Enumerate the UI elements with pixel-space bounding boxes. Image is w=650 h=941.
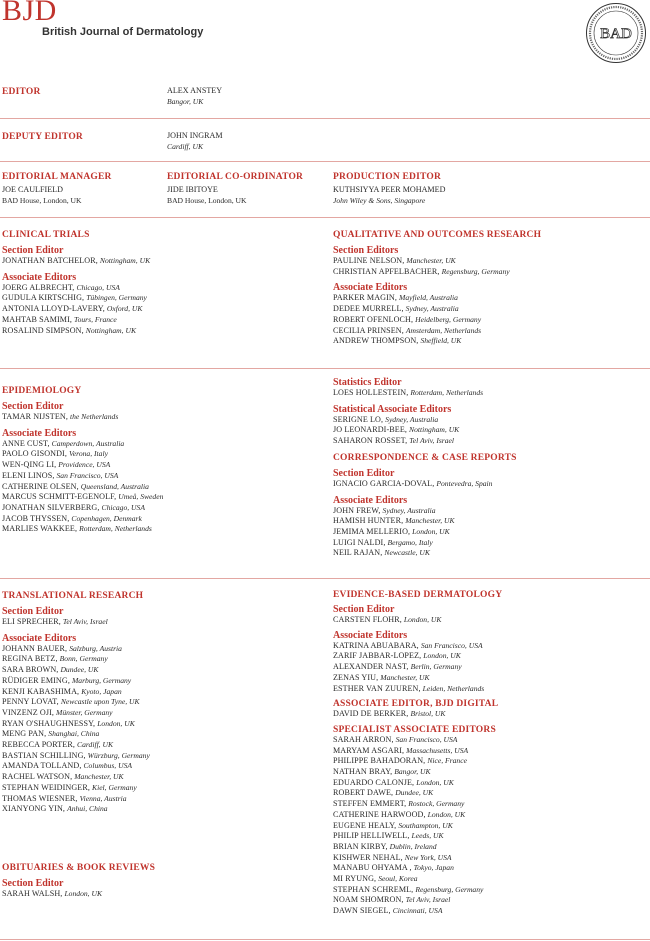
- editor-affiliation: Sheffield, UK: [420, 336, 462, 346]
- editor-affiliation: Chicago, USA: [101, 502, 145, 512]
- editor-name: CATHERINE HARWOOD,: [333, 809, 426, 819]
- editor-name: JOERG ALBRECHT,: [2, 282, 75, 292]
- editor-affiliation: Pontevedra, Spain: [436, 478, 493, 488]
- editor-name: ANDREW THOMPSON,: [333, 336, 419, 346]
- editor-name: ALEXANDER NAST,: [333, 662, 409, 672]
- editor-entry: [333, 326, 541, 337]
- evidence-heading: EVIDENCE-BASED DERMATOLOGY: [333, 590, 503, 600]
- editor-entry: [2, 708, 150, 719]
- editorial-coordinator-name: JIDE IBITOYE: [167, 185, 218, 194]
- editor-entry: [2, 751, 150, 762]
- editor-name: JONATHAN SILVERBERG,: [2, 502, 100, 512]
- editor-entry: [333, 767, 502, 778]
- editor-affiliation: San Francisco, USA: [395, 734, 458, 744]
- editor-affiliation: Oxford, UK: [106, 304, 143, 314]
- editor-affiliation: Dundee, UK: [60, 665, 99, 675]
- editor-name: ZENAS YIU,: [333, 672, 379, 682]
- editor-entry: [333, 863, 502, 874]
- editor-entry: [2, 687, 150, 698]
- editor-entry: [333, 256, 541, 267]
- editor-name: CHRISTIAN APFELBACHER,: [333, 266, 440, 276]
- editor-affiliation: Tübingen, Germany: [86, 293, 147, 303]
- editor-affiliation: Münster, Germany: [56, 707, 113, 717]
- editor-name: CECILIA PRINSEN,: [333, 325, 404, 335]
- editor-affiliation: Rostock, Germany: [408, 799, 465, 809]
- editor-entry: [333, 548, 517, 559]
- editor-affiliation: London, UK: [403, 615, 442, 624]
- editor-name: LUIGI NALDI,: [333, 537, 386, 547]
- editor-affiliation: Dublin, Ireland: [389, 841, 437, 851]
- editor-affiliation: Sydney, Australia: [385, 414, 439, 424]
- production-editor-heading: PRODUCTION EDITOR: [333, 172, 442, 182]
- editor-entry: [333, 756, 502, 767]
- editor-entry: [2, 524, 163, 535]
- editorial-manager-heading: EDITORIAL MANAGER: [2, 172, 112, 182]
- editor-name: ALEX ANSTEY: [167, 86, 223, 95]
- editor-entry: [2, 412, 163, 423]
- editor-entry: [333, 506, 517, 517]
- editor-name: ELENI LINOS,: [2, 470, 55, 480]
- editor-entry: [333, 895, 502, 906]
- editor-affiliation: Berlin, Germany: [410, 662, 462, 672]
- editor-entry: [333, 831, 502, 842]
- editor-affiliation: Copenhagen, Denmark: [71, 513, 142, 523]
- divider: [0, 161, 650, 162]
- deputy-editor-affiliation: Cardiff, UK: [167, 141, 204, 151]
- epidemiology-section: [2, 386, 163, 535]
- editor-entry: [333, 615, 502, 626]
- editor-affiliation: Vienna, Austria: [79, 793, 127, 803]
- editor-affiliation: Bergamo, Italy: [387, 537, 433, 547]
- editor-entry: [333, 810, 502, 821]
- editor-entry: [2, 471, 163, 482]
- editor-entry: [2, 503, 163, 514]
- editor-affiliation: Nottingham, UK: [85, 325, 137, 335]
- editor-name: AMANDA TOLLAND,: [2, 761, 82, 771]
- editor-affiliation: Heidelberg, Germany: [415, 314, 482, 324]
- editor-name: EDUARDO CALONJE,: [333, 777, 415, 787]
- editor-affiliation: Regensburg, Germany: [441, 266, 510, 276]
- divider: [0, 118, 650, 119]
- clinical-trials-heading: CLINICAL TRIALS: [2, 230, 90, 240]
- editor-entry: [2, 729, 150, 740]
- editor-affiliation: Dundee, UK: [395, 788, 434, 798]
- editor-affiliation: San Francisco, USA: [56, 470, 119, 480]
- editor-name: ELI SPRECHER,: [2, 617, 61, 626]
- editor-entry: [333, 778, 502, 789]
- associate-editors-label: Associate Editors: [333, 494, 408, 506]
- editor-name: EUGENE HEALY,: [333, 820, 397, 830]
- section-editors-label: Section Editors: [333, 245, 399, 256]
- editor-entry: [333, 293, 541, 304]
- editor-affiliation: Massachusetts, USA: [406, 745, 469, 755]
- editor-name: ROBERT OFENLOCH,: [333, 314, 414, 324]
- divider: [0, 217, 650, 218]
- editor-entry: [333, 788, 502, 799]
- editor-entry: [333, 425, 517, 436]
- editor-entry: [2, 772, 150, 783]
- editor-heading: EDITOR: [2, 87, 41, 97]
- editor-entry: [333, 874, 502, 885]
- translational-heading: TRANSLATIONAL RESEARCH: [2, 591, 144, 601]
- editor-entry: [333, 842, 502, 853]
- editor-name: DAVID DE BERKER,: [333, 709, 409, 719]
- editor-name: PENNY LOVAT,: [2, 697, 59, 707]
- editor-name: TAMAR NIJSTEN,: [2, 412, 68, 421]
- editor-name: DEDEE MURRELL,: [333, 304, 404, 314]
- divider: [0, 578, 650, 579]
- editor-affiliation: London, UK: [64, 889, 103, 898]
- editor-entry: [2, 761, 150, 772]
- clinical-trials-section: [2, 230, 150, 336]
- editor-name: PHILIP HELLIWELL,: [333, 831, 410, 841]
- specialist-heading: SPECIALIST ASSOCIATE EDITORS: [333, 724, 496, 735]
- editor-entry: [2, 740, 150, 751]
- editor-affiliation: Verona, Italy: [69, 449, 108, 459]
- editor-affiliation: Bangor, UK: [394, 767, 431, 777]
- editor-name: DAWN SIEGEL,: [333, 906, 391, 916]
- editor-entry: [2, 654, 150, 665]
- editor-name: KATRINA ABUABARA,: [333, 640, 419, 650]
- editor-entry: [333, 651, 502, 662]
- editor-name: JACOB THYSSEN,: [2, 513, 70, 523]
- editorial-manager-name: JOE CAULFIELD: [2, 185, 63, 194]
- editor-name: CARSTEN FLOHR,: [333, 615, 402, 624]
- editor-name: STEPHAN WEIDINGER,: [2, 782, 90, 792]
- editor-entry: [2, 256, 150, 267]
- editor-name: MARLIES WAKKEE,: [2, 524, 78, 534]
- svg-text:BAD: BAD: [600, 26, 632, 42]
- editor-affiliation: Regensburg, Germany: [415, 884, 484, 894]
- editor-entry: [333, 799, 502, 810]
- editor-name: ROSALIND SIMPSON,: [2, 325, 84, 335]
- editor-name: JOHANN BAUER,: [2, 643, 68, 653]
- editor-affiliation: Rotterdam, Netherlands: [410, 388, 484, 397]
- editor-entry: [2, 315, 150, 326]
- associate-editors-label: Associate Editors: [2, 271, 77, 283]
- editor-entry: [333, 516, 517, 527]
- journal-name: British Journal of Dermatology: [42, 26, 204, 38]
- editor-affiliation: London, UK: [423, 651, 461, 661]
- editor-affiliation: Cincinnati, USA: [392, 906, 443, 916]
- obituaries-heading: OBITUARIES & BOOK REVIEWS: [2, 863, 156, 873]
- editor-entry: [333, 662, 502, 673]
- production-editor-block: [333, 172, 445, 206]
- editor-entry: [2, 482, 163, 493]
- editor-entry: [2, 804, 150, 815]
- editor-entry: [2, 676, 150, 687]
- editor-name: NOAM SHOMRON,: [333, 895, 404, 905]
- section-editor-label: Section Editor: [333, 467, 395, 479]
- editor-entry: [333, 304, 541, 315]
- editor-entry: [333, 735, 502, 746]
- editor-affiliation: Tel Aviv, Israel: [405, 895, 451, 905]
- editor-affiliation: Salzburg, Austria: [69, 643, 122, 653]
- editor-affiliation: New York, USA: [404, 852, 452, 862]
- editor-name: PARKER MAGIN,: [333, 293, 397, 303]
- section-editor-label: Section Editor: [333, 604, 395, 615]
- epidemiology-heading: EPIDEMIOLOGY: [2, 386, 82, 396]
- editor-name: LOES HOLLESTEIN,: [333, 388, 409, 397]
- editor-entry: [333, 527, 517, 538]
- editor-name: RACHEL WATSON,: [2, 772, 73, 782]
- associate-editors-label: Associate Editors: [2, 427, 77, 439]
- associate-editors-label: Associate Editors: [333, 629, 408, 641]
- editor-affiliation: Nottingham, UK: [409, 425, 460, 435]
- editor-affiliation: Nottingham, UK: [99, 256, 151, 265]
- editor-entry: [333, 746, 502, 757]
- editor-entry: [2, 514, 163, 525]
- editor-name: RÜDIGER EMING,: [2, 675, 70, 685]
- editor-name: XIANYONG YIN,: [2, 804, 66, 814]
- editor-affiliation: Sydney, Australia: [405, 304, 459, 314]
- editor-entry: [2, 889, 155, 900]
- editor-entry: [2, 492, 163, 503]
- editor-entry: [333, 821, 502, 832]
- journal-logo: [2, 0, 204, 38]
- editor-name: MANABU OHYAMA ,: [333, 863, 412, 873]
- editor-affiliation: Tours, France: [74, 314, 117, 324]
- editor-name: KENJI KABASHIMA,: [2, 686, 80, 696]
- editor-entry: [333, 885, 502, 896]
- editor-entry: [2, 794, 150, 805]
- editor-name: WEN-QING LI,: [2, 460, 57, 470]
- statistics-editor-label: Statistics Editor: [333, 377, 402, 388]
- evidence-section: [333, 590, 502, 917]
- editor-entry: [333, 388, 517, 399]
- editor-name: GUDULA KIRTSCHIG,: [2, 293, 85, 303]
- editor-affiliation: Camperdown, Australia: [51, 438, 125, 448]
- editor-name: MARYAM ASGARI,: [333, 745, 405, 755]
- editor-entry: [2, 697, 150, 708]
- editor-affiliation: Manchester, UK: [380, 672, 430, 682]
- editor-name: MAHTAB SAMIMI,: [2, 314, 73, 324]
- editor-affiliation: Queensland, Australia: [80, 481, 149, 491]
- editor-affiliation: Tel Aviv, Israel: [409, 436, 455, 446]
- editor-entry: [333, 709, 502, 720]
- editor-name: MI RYUNG,: [333, 874, 377, 884]
- editor-affiliation: Rotterdam, Netherlands: [79, 524, 152, 534]
- editor-affiliation: Marburg, Germany: [71, 675, 132, 685]
- editor-affiliation: Kyoto, Japan: [81, 686, 122, 696]
- editor-entry: [2, 293, 150, 304]
- editor-entry: [2, 719, 150, 730]
- editor-affiliation: the Netherlands: [69, 412, 119, 421]
- editor-affiliation: San Francisco, USA: [420, 640, 483, 650]
- editor-name: VINZENZ OJI,: [2, 707, 54, 717]
- editor-affiliation: London, UK: [427, 809, 466, 819]
- editor-affiliation: Umeå, Sweden: [118, 492, 164, 502]
- editor-entry: [2, 783, 150, 794]
- editor-entry: [333, 538, 517, 549]
- section-editor-label: Section Editor: [2, 245, 64, 256]
- digital-heading: ASSOCIATE EDITOR, BJD DIGITAL: [333, 699, 499, 710]
- section-editor-label: Section Editor: [2, 401, 64, 412]
- editor-affiliation: Manchester, UK: [406, 256, 456, 265]
- editor-affiliation: Manchester, UK: [405, 516, 455, 526]
- editor-name: SARAH ARRON,: [333, 734, 394, 744]
- editor-name: REBECCA PORTER,: [2, 740, 75, 750]
- production-editor-name: KUTHSIYYA PEER MOHAMED: [333, 185, 446, 194]
- editor-entry: [2, 449, 163, 460]
- editor-name: ESTHER VAN ZUUREN,: [333, 683, 421, 693]
- deputy-editor-heading: DEPUTY EDITOR: [2, 132, 83, 142]
- editor-name: REGINA BETZ,: [2, 654, 58, 664]
- editor-name: ANTONIA LLOYD-LAVERY,: [2, 304, 105, 314]
- divider: [0, 939, 650, 940]
- editor-name: PHILIPPE BAHADORAN,: [333, 756, 426, 766]
- editor-affiliation: Manchester, UK: [74, 772, 124, 782]
- editor-affiliation: London, UK: [97, 718, 135, 728]
- editor-block: [167, 86, 222, 107]
- editor-entry: [2, 283, 150, 294]
- statistics-section: [333, 375, 517, 559]
- editor-name: STEPHAN SCHREML,: [333, 884, 414, 894]
- editor-name: ZARIF JABBAR-LOPEZ,: [333, 651, 422, 661]
- editor-affiliation: Bristol, UK: [410, 709, 446, 719]
- editor-affiliation: Nice, France: [427, 756, 467, 766]
- obituaries-section: [2, 863, 155, 900]
- editor-name: PAULINE NELSON,: [333, 256, 405, 265]
- editor-affiliation: London, UK: [412, 526, 450, 536]
- editor-entry: [2, 304, 150, 315]
- editorial-coordinator-heading: EDITORIAL CO-ORDINATOR: [167, 172, 304, 182]
- editor-name: PAOLO GISONDI,: [2, 449, 67, 459]
- editor-name: JOHN FREW,: [333, 505, 381, 515]
- editor-affiliation: Seoul, Korea: [378, 874, 418, 884]
- editor-name: JO LEONARDI-BEE,: [333, 425, 407, 435]
- editor-entry: [2, 644, 150, 655]
- editor-entry: [333, 684, 502, 695]
- editor-entry: [333, 479, 517, 490]
- qualitative-heading: QUALITATIVE AND OUTCOMES RESEARCH: [333, 230, 542, 240]
- editor-name: JONATHAN BATCHELOR,: [2, 256, 98, 265]
- production-editor-affiliation: John Wiley & Sons, Singapore: [333, 195, 426, 205]
- editorial-coordinator-block: [167, 172, 303, 206]
- editor-affiliation: Cardiff, UK: [77, 740, 114, 750]
- editor-affiliation: Anhui, China: [67, 804, 108, 814]
- editor-affiliation: Leiden, Netherlands: [422, 683, 485, 693]
- editor-name: SARA BROWN,: [2, 665, 59, 675]
- editor-affiliation: Newcastle, UK: [384, 548, 430, 558]
- editor-entry: [333, 336, 541, 347]
- editor-entry: [2, 617, 150, 628]
- editor-entry: [333, 415, 517, 426]
- editor-name: IGNACIO GARCIA-DOVAL,: [333, 478, 435, 488]
- editor-affiliation: Southampton, UK: [398, 820, 453, 830]
- editor-entry: [2, 460, 163, 471]
- editor-name: NEIL RAJAN,: [333, 548, 383, 558]
- editor-entry: [333, 673, 502, 684]
- editor-affiliation: Shanghai, China: [48, 729, 100, 739]
- associate-editors-label: Associate Editors: [333, 282, 408, 294]
- editor-affiliation: Tel Aviv, Israel: [62, 617, 108, 626]
- associate-editors-label: Associate Editors: [2, 632, 77, 644]
- editor-name: RYAN O'SHAUGHNESSY,: [2, 718, 96, 728]
- deputy-editor-name: JOHN INGRAM: [167, 131, 223, 140]
- editor-name: HAMISH HUNTER,: [333, 516, 404, 526]
- editor-entry: [2, 665, 150, 676]
- section-editor-label: Section Editor: [2, 606, 64, 617]
- editorial-manager-block: [2, 172, 112, 206]
- bad-seal-icon: [585, 2, 647, 64]
- editor-name: BRIAN KIRBY,: [333, 841, 388, 851]
- editor-entry: [2, 439, 163, 450]
- section-editor-label: Section Editor: [2, 878, 64, 889]
- editor-name: JEMIMA MELLERIO,: [333, 526, 411, 536]
- editor-affiliation: Amsterdam, Netherlands: [405, 325, 482, 335]
- editor-entry: [333, 267, 541, 278]
- deputy-editor-block: [167, 131, 223, 152]
- statistical-associate-label: Statistical Associate Editors: [333, 403, 452, 415]
- editor-name: SAHARON ROSSET,: [333, 436, 408, 446]
- editor-entry: [333, 853, 502, 864]
- editor-affiliation: Tokyo, Japan: [413, 863, 454, 873]
- editor-name: SERIGNE LO,: [333, 414, 384, 424]
- editor-affiliation: Chicago, USA: [76, 282, 120, 292]
- editor-name: KISHWER NEHAL,: [333, 852, 403, 862]
- editor-affiliation: Sydney, Australia: [382, 505, 436, 515]
- divider: [0, 368, 650, 369]
- editor-affiliation: Bangor, UK: [167, 96, 204, 106]
- editor-entry: [333, 436, 517, 447]
- editor-name: MARCUS SCHMITT-EGENOLF,: [2, 492, 117, 502]
- editor-entry: [2, 326, 150, 337]
- editor-entry: [333, 315, 541, 326]
- editorial-manager-affiliation: BAD House, London, UK: [2, 195, 82, 205]
- editor-name: MENG PAN,: [2, 729, 47, 739]
- editor-affiliation: Kiel, Germany: [92, 782, 137, 792]
- editor-name: STEFFEN EMMERT,: [333, 799, 407, 809]
- editor-name: BASTIAN SCHILLING,: [2, 750, 86, 760]
- editor-name: ROBERT DAWE,: [333, 788, 394, 798]
- editor-name: SARAH WALSH,: [2, 889, 63, 898]
- translational-section: [2, 591, 150, 815]
- editor-entry: [333, 906, 502, 917]
- editor-affiliation: Columbus, USA: [83, 761, 133, 771]
- editor-name: NATHAN BRAY,: [333, 767, 393, 777]
- qualitative-section: [333, 230, 541, 347]
- logo-text: BJD: [2, 0, 57, 27]
- editor-affiliation: Newcastle upon Tyne, UK: [60, 697, 140, 707]
- editor-affiliation: Bonn, Germany: [59, 654, 108, 664]
- editorial-coordinator-affiliation: BAD House, London, UK: [167, 195, 247, 205]
- editor-name: THOMAS WIESNER,: [2, 793, 78, 803]
- editor-name: CATHERINE OLSEN,: [2, 481, 79, 491]
- editor-affiliation: Leeds, UK: [411, 831, 444, 841]
- editor-name: ANNE CUST,: [2, 438, 50, 448]
- editor-affiliation: London, UK: [416, 777, 454, 787]
- editor-entry: [333, 641, 502, 652]
- correspondence-heading: CORRESPONDENCE & CASE REPORTS: [333, 452, 517, 463]
- editor-affiliation: Würzburg, Germany: [87, 750, 150, 760]
- editor-affiliation: Providence, USA: [58, 460, 111, 470]
- editor-affiliation: Mayfield, Australia: [399, 293, 458, 303]
